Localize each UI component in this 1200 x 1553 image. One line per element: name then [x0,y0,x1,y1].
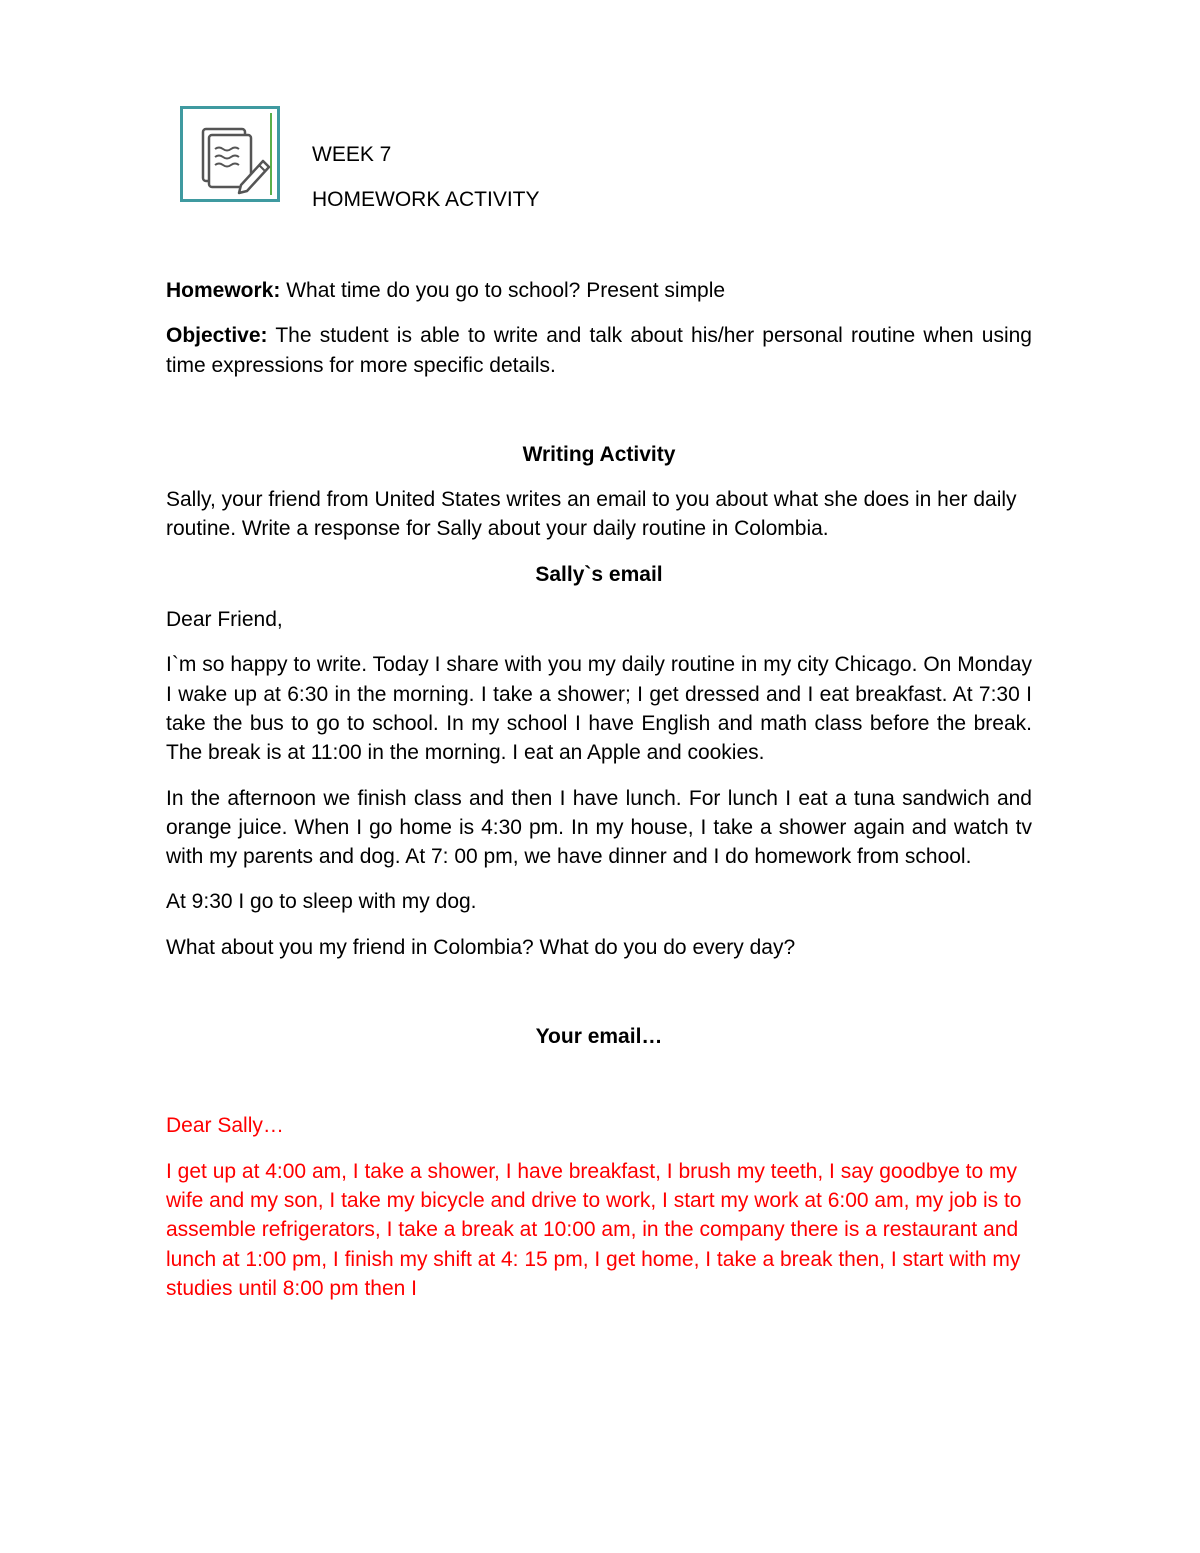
your-email-heading: Your email… [535,1025,663,1049]
homework-activity-title: HOMEWORK ACTIVITY [312,188,540,211]
sally-email-paragraph-2: In the afternoon we finish class and then I have lunch. For lunch I eat a tuna sandwich and orange juice. When I go home is 4:30 pm. In my house, I take a shower again and watch tv with my parents and dog. At 7: 00 pm, we have dinner and I do homework from school. [166,786,1032,869]
sally-email-heading: Sally`s email [535,562,663,586]
sally-email-paragraph-4: What about you my friend in Colombia? What do you do every day? [166,935,796,959]
sally-email-greeting: Dear Friend, [166,608,283,632]
document-body [166,276,1032,1303]
writing-activity-heading: Writing Activity [522,442,676,466]
sally-email-paragraph-1: I`m so happy to write. Today I share with you my daily routine in my city Chicago. On Monday I wake up at 6:30 in the morning. I take a shower; I get dressed and I eat breakfast. At 7:30 I take the bus to go to school. In my school I have English and math class before the break. The break is at 11:00 in the morning. I eat an Apple and cookies. [166,653,1032,765]
your-email-body: I get up at 4:00 am, I take a shower, I have breakfast, I brush my teeth, I say goodbye to my wife and my son, I take my bicycle and drive to work, I start my work at 6:00 am, my job is to assemble refrigerators, I take a break at 10:00 am, in the company there is a restaurant and lunch at 1:00 pm, I finish my shift at 4: 15 pm, I get home, I take a break then, I start with my studies until 8:00 pm then I [166,1159,1022,1300]
your-email-greeting: Dear Sally… [166,1114,284,1138]
sally-email-paragraph-3: At 9:30 I go to sleep with my dog. [166,890,477,914]
notepad-pen-icon [180,106,280,202]
homework-line [166,276,1032,305]
homework-text: What time do you go to school? Present simple [280,279,726,302]
week-label: WEEK 7 [312,143,392,166]
objective-label: Objective: [166,324,268,348]
objective-paragraph [166,321,1032,380]
objective-text: The student is able to write and talk about his/her personal routine when using time expressions for more specific details. [166,324,1032,377]
homework-label: Homework: [166,279,281,302]
writing-activity-instructions: Sally, your friend from United States writes an email to you about what she does in her daily routine. Write a response for Sally about your daily routine in Colombia. [166,488,1017,541]
